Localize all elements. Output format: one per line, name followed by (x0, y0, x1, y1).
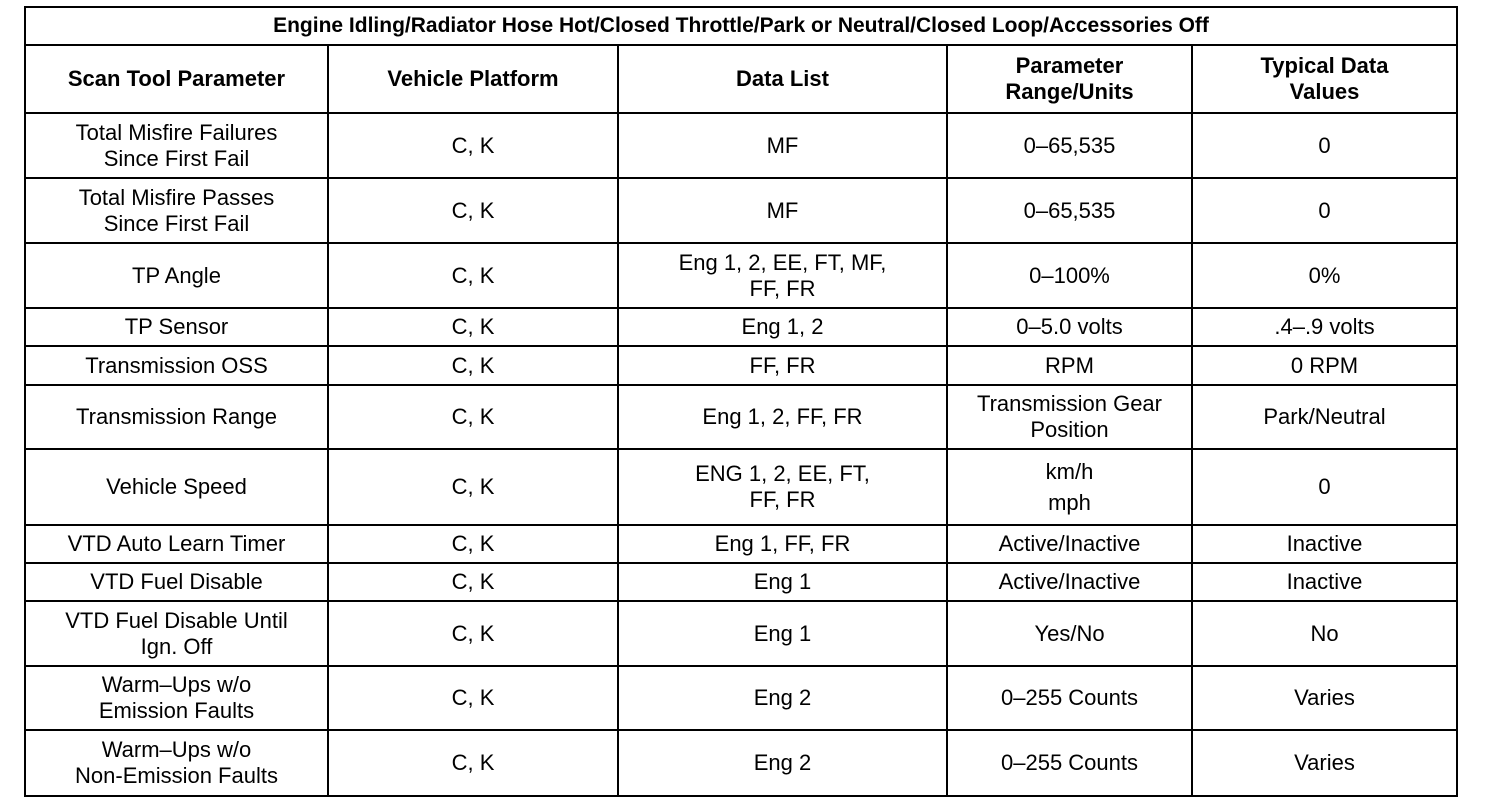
range-cell: Transmission Gear Position (947, 385, 1192, 449)
title-row (25, 7, 1457, 45)
platform-cell: C, K (328, 346, 618, 385)
typical-value-cell: .4–.9 volts (1192, 308, 1457, 346)
range-cell: 0–65,535 (947, 178, 1192, 243)
table-row (25, 563, 1457, 601)
table-row (25, 449, 1457, 525)
range-cell: Active/Inactive (947, 525, 1192, 563)
table-row (25, 601, 1457, 666)
platform-cell: C, K (328, 563, 618, 601)
platform-cell: C, K (328, 666, 618, 730)
platform-cell: C, K (328, 308, 618, 346)
range-cell: Yes/No (947, 601, 1192, 666)
platform-cell: C, K (328, 385, 618, 449)
parameter-cell: VTD Auto Learn Timer (25, 525, 328, 563)
data-list-cell: Eng 2 (618, 730, 947, 796)
table-row (25, 346, 1457, 385)
range-cell: 0–100% (947, 243, 1192, 308)
typical-value-cell: No (1192, 601, 1457, 666)
typical-value-cell: 0% (1192, 243, 1457, 308)
range-cell: 0–255 Counts (947, 730, 1192, 796)
typical-value-cell: Inactive (1192, 563, 1457, 601)
data-list-cell: Eng 1, 2 (618, 308, 947, 346)
parameter-cell: VTD Fuel Disable (25, 563, 328, 601)
data-list-cell: Eng 1 (618, 563, 947, 601)
parameter-cell: Warm–Ups w/o Non-Emission Faults (25, 730, 328, 796)
data-list-cell: Eng 1, 2, EE, FT, MF, FF, FR (618, 243, 947, 308)
parameter-cell: TP Sensor (25, 308, 328, 346)
data-list-cell: MF (618, 113, 947, 178)
typical-value-cell: Varies (1192, 666, 1457, 730)
table-row (25, 178, 1457, 243)
parameter-cell: Total Misfire Passes Since First Fail (25, 178, 328, 243)
parameter-cell: Vehicle Speed (25, 449, 328, 525)
platform-cell: C, K (328, 243, 618, 308)
platform-cell: C, K (328, 601, 618, 666)
header-typical-data-values: Typical Data Values (1192, 45, 1457, 113)
range-cell: RPM (947, 346, 1192, 385)
data-list-cell: Eng 1, FF, FR (618, 525, 947, 563)
range-cell: 0–255 Counts (947, 666, 1192, 730)
header-vehicle-platform: Vehicle Platform (328, 45, 618, 113)
data-list-cell: Eng 1 (618, 601, 947, 666)
typical-value-cell: Varies (1192, 730, 1457, 796)
data-list-cell: FF, FR (618, 346, 947, 385)
table-title: Engine Idling/Radiator Hose Hot/Closed Throttle/Park or Neutral/Closed Loop/Accessories Off (25, 7, 1457, 45)
range-cell: 0–65,535 (947, 113, 1192, 178)
typical-value-cell: 0 (1192, 113, 1457, 178)
table-row (25, 730, 1457, 796)
platform-cell: C, K (328, 730, 618, 796)
parameter-cell: Transmission OSS (25, 346, 328, 385)
header-row (25, 45, 1457, 113)
data-list-cell: ENG 1, 2, EE, FT, FF, FR (618, 449, 947, 525)
range-cell: 0–5.0 volts (947, 308, 1192, 346)
platform-cell: C, K (328, 449, 618, 525)
typical-value-cell: Inactive (1192, 525, 1457, 563)
parameter-cell: Warm–Ups w/o Emission Faults (25, 666, 328, 730)
platform-cell: C, K (328, 525, 618, 563)
header-parameter-range-units: Parameter Range/Units (947, 45, 1192, 113)
parameter-cell: TP Angle (25, 243, 328, 308)
parameter-cell: VTD Fuel Disable Until Ign. Off (25, 601, 328, 666)
table-row (25, 525, 1457, 563)
data-list-cell: Eng 2 (618, 666, 947, 730)
table-row (25, 308, 1457, 346)
platform-cell: C, K (328, 113, 618, 178)
table-row (25, 385, 1457, 449)
header-data-list: Data List (618, 45, 947, 113)
header-scan-tool-parameter: Scan Tool Parameter (25, 45, 328, 113)
range-cell: Active/Inactive (947, 563, 1192, 601)
range-cell: km/h mph (947, 449, 1192, 525)
parameter-cell: Transmission Range (25, 385, 328, 449)
table-row (25, 243, 1457, 308)
platform-cell: C, K (328, 178, 618, 243)
parameter-cell: Total Misfire Failures Since First Fail (25, 113, 328, 178)
typical-value-cell: 0 (1192, 178, 1457, 243)
typical-value-cell: 0 (1192, 449, 1457, 525)
typical-value-cell: 0 RPM (1192, 346, 1457, 385)
table-row (25, 113, 1457, 178)
scan-tool-data-table (24, 6, 1458, 797)
data-list-cell: Eng 1, 2, FF, FR (618, 385, 947, 449)
data-list-cell: MF (618, 178, 947, 243)
typical-value-cell: Park/Neutral (1192, 385, 1457, 449)
table-row (25, 666, 1457, 730)
